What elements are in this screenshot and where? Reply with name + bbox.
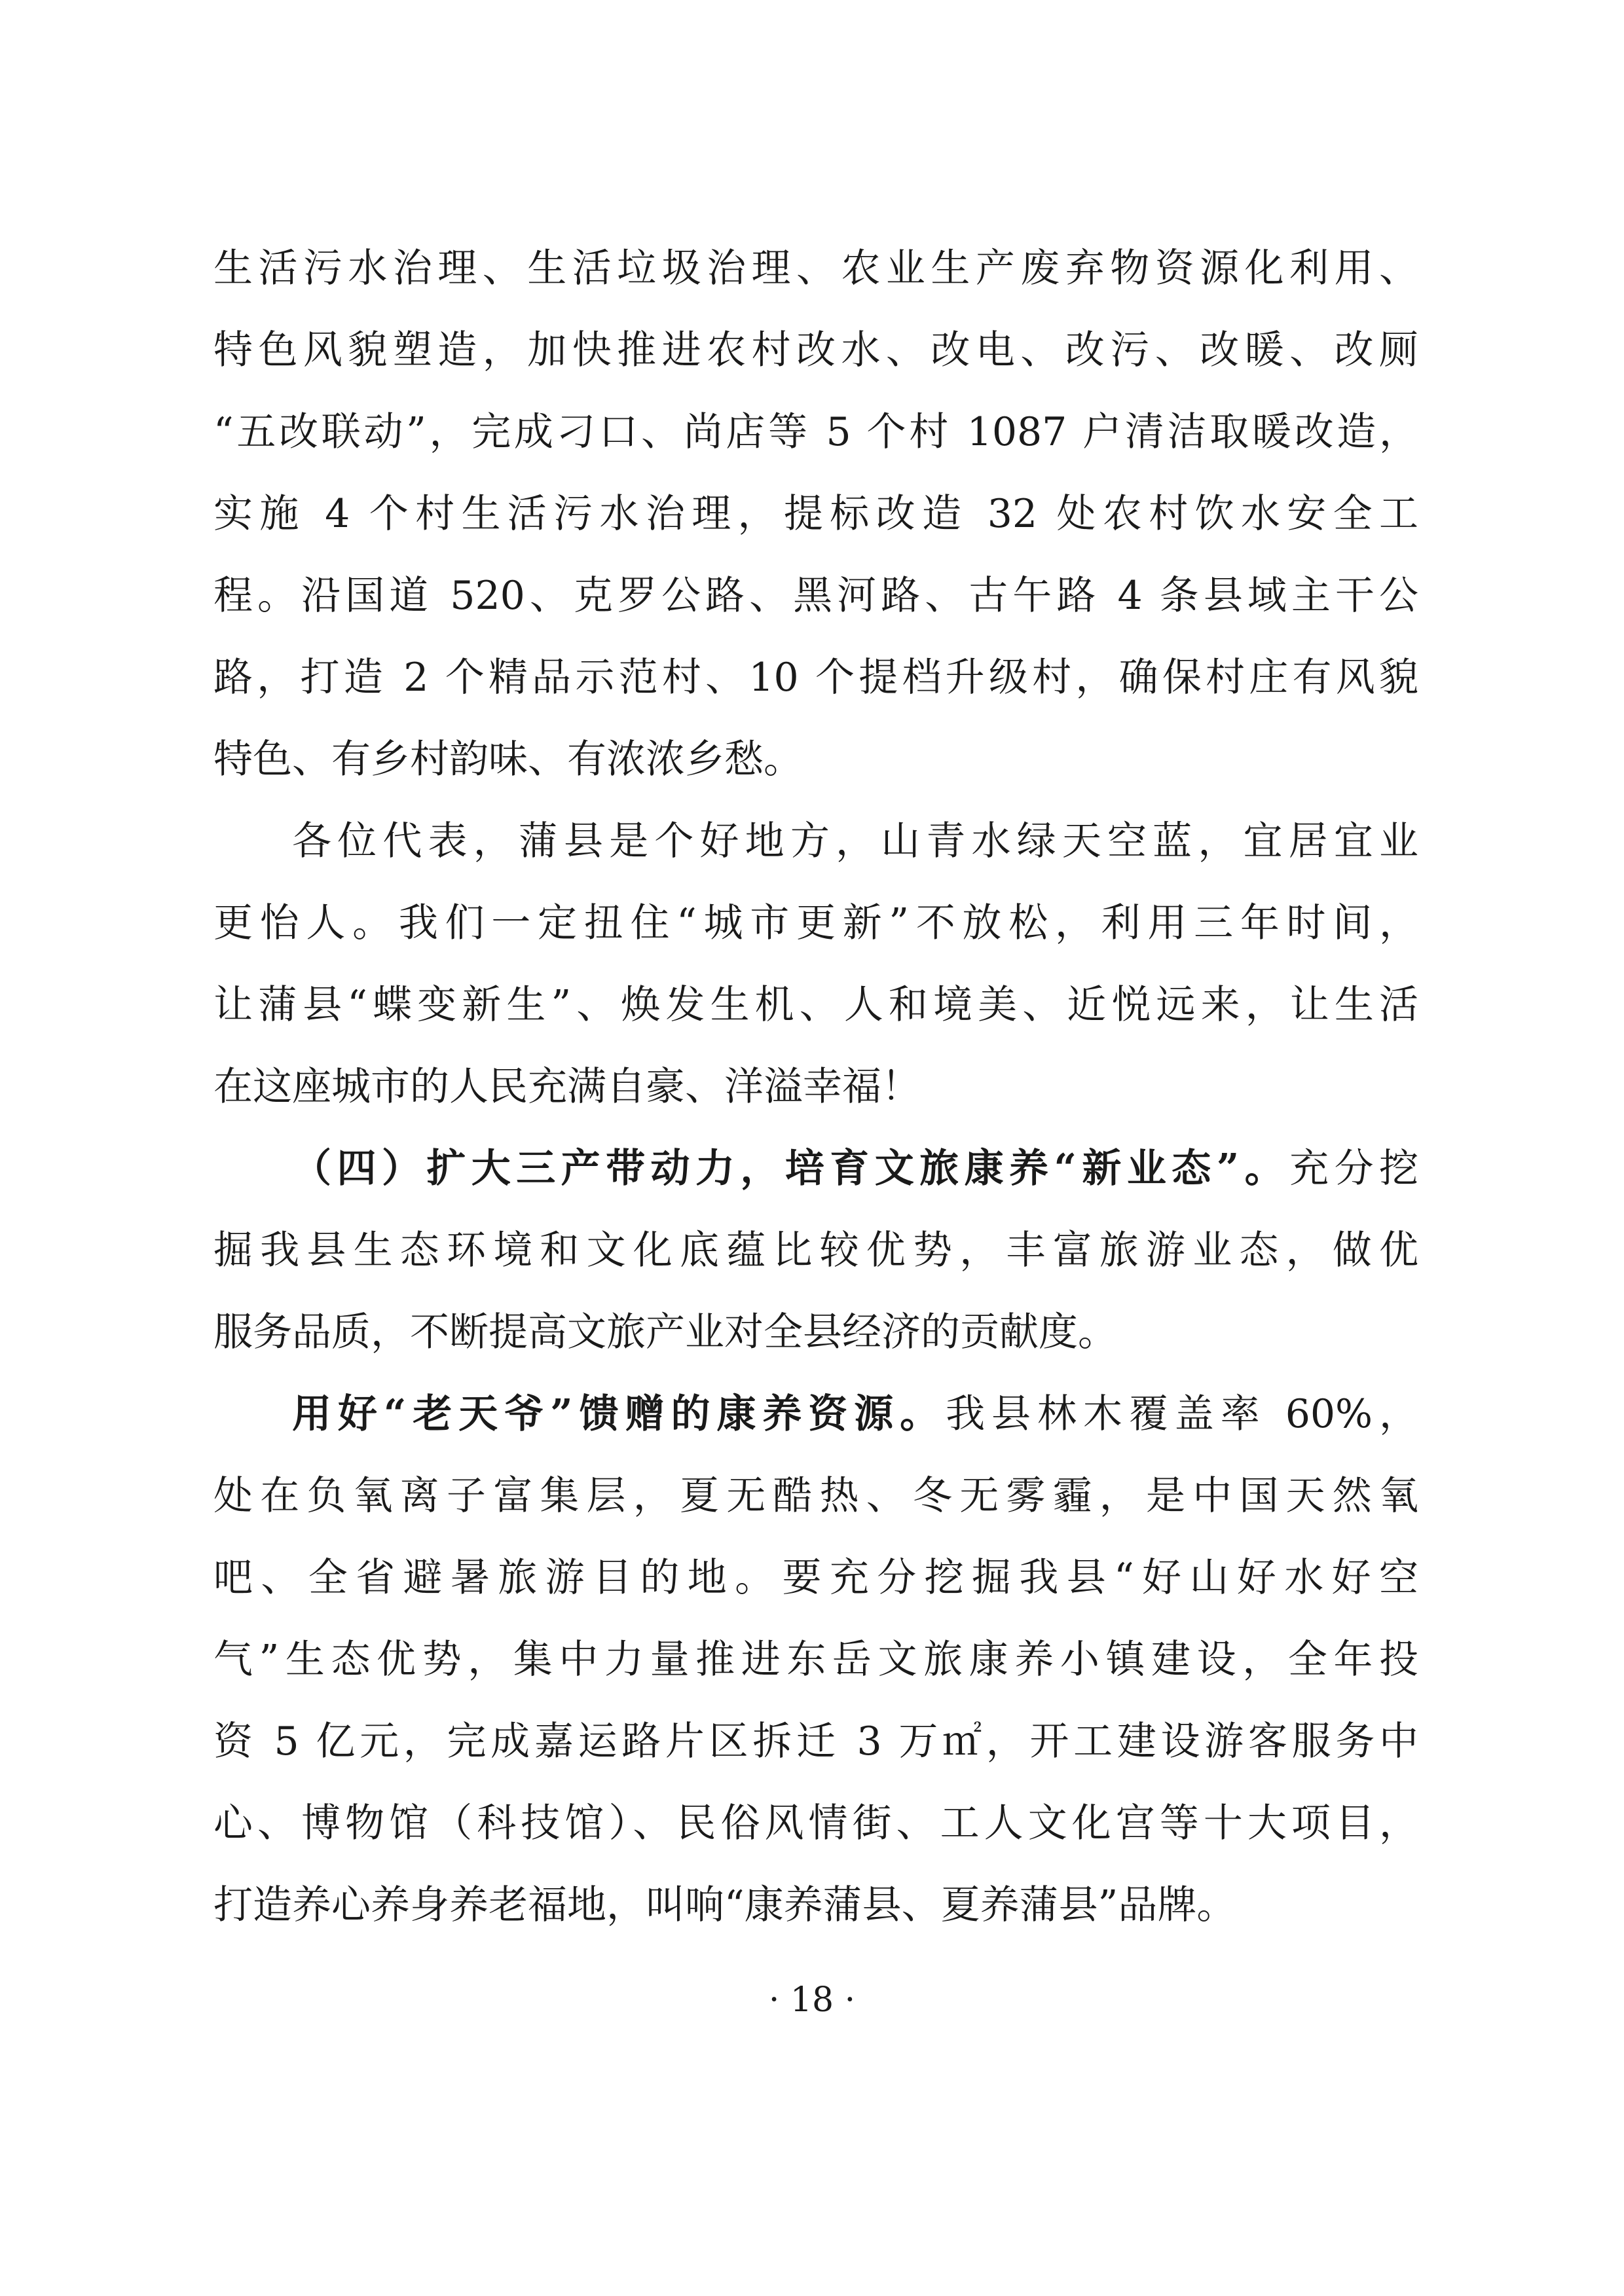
paragraph-4-line-2: 处在负氧离子富集层，夏无酷热、冬无雾霾，是中国天然氧 [213,1473,1418,1519]
paragraph-2-line-1: 各位代表，蒲县是个好地方，山青水绿天空蓝，宜居宜业 [292,818,1418,864]
paragraph-4-line-5: 资 5 亿元，完成嘉运路片区拆迁 3 万㎡，开工建设游客服务中 [213,1719,1418,1764]
paragraph-1-line-1: 生活污水治理、生活垃圾治理、农业生产废弃物资源化利用、 [213,246,1418,291]
paragraph-4-line-3: 吧、全省避暑旅游目的地。要充分挖掘我县“好山好水好空 [213,1555,1418,1601]
paragraph-1-line-5: 程。沿国道 520、克罗公路、黑河路、古午路 4 条县域主干公 [213,573,1418,619]
paragraph-3-line-3: 服务品质，不断提高文旅产业对全县经济的贡献度。 [213,1309,1117,1355]
paragraph-3-line-1 [292,1142,1418,1195]
paragraph-4-line-4: 气”生态优势，集中力量推进东岳文旅康养小镇建设，全年投 [213,1637,1418,1683]
page-number: · 18 · [768,1980,856,2020]
subsection-heading: 用好“老天爷”馈赠的康养资源。 [292,1391,946,1437]
section-heading-4: （四）扩大三产带动力，培育文旅康养“新业态”。 [292,1146,1290,1192]
paragraph-4-line-7: 打造养心养身养老福地，叫响“康养蒲县、夏养蒲县”品牌。 [213,1882,1236,1928]
paragraph-1-line-2: 特色风貌塑造，加快推进农村改水、改电、改污、改暖、改厕 [213,327,1418,373]
paragraph-2-line-4: 在这座城市的人民充满自豪、洋溢幸福！ [213,1064,921,1110]
paragraph-2-line-3: 让蒲县“蝶变新生”、焕发生机、人和境美、近悦远来，让生活 [213,982,1418,1028]
paragraph-3-line-1-rest: 充分挖 [1289,1146,1419,1192]
paragraph-4-line-6: 心、博物馆（科技馆）、民俗风情街、工人文化宫等十大项目， [213,1800,1418,1846]
paragraph-3-line-2: 掘我县生态环境和文化底蕴比较优势，丰富旅游业态，做优 [213,1228,1418,1273]
paragraph-1-line-7: 特色、有乡村韵味、有浓浓乡愁。 [213,737,803,782]
paragraph-1-line-3: “五改联动”，完成刁口、尚店等 5 个村 1087 户清洁取暖改造， [213,409,1418,455]
paragraph-4-line-1 [292,1388,1418,1440]
paragraph-1-line-4: 实施 4 个村生活污水治理，提标改造 32 处农村饮水安全工 [213,491,1418,537]
paragraph-1-line-6: 路，打造 2 个精品示范村、10 个提档升级村，确保村庄有风貌 [213,655,1418,701]
paragraph-2-line-2: 更怡人。我们一定扭住“城市更新”不放松，利用三年时间， [213,900,1418,946]
paragraph-4-line-1-rest: 我县林木覆盖率 60%， [946,1391,1418,1437]
